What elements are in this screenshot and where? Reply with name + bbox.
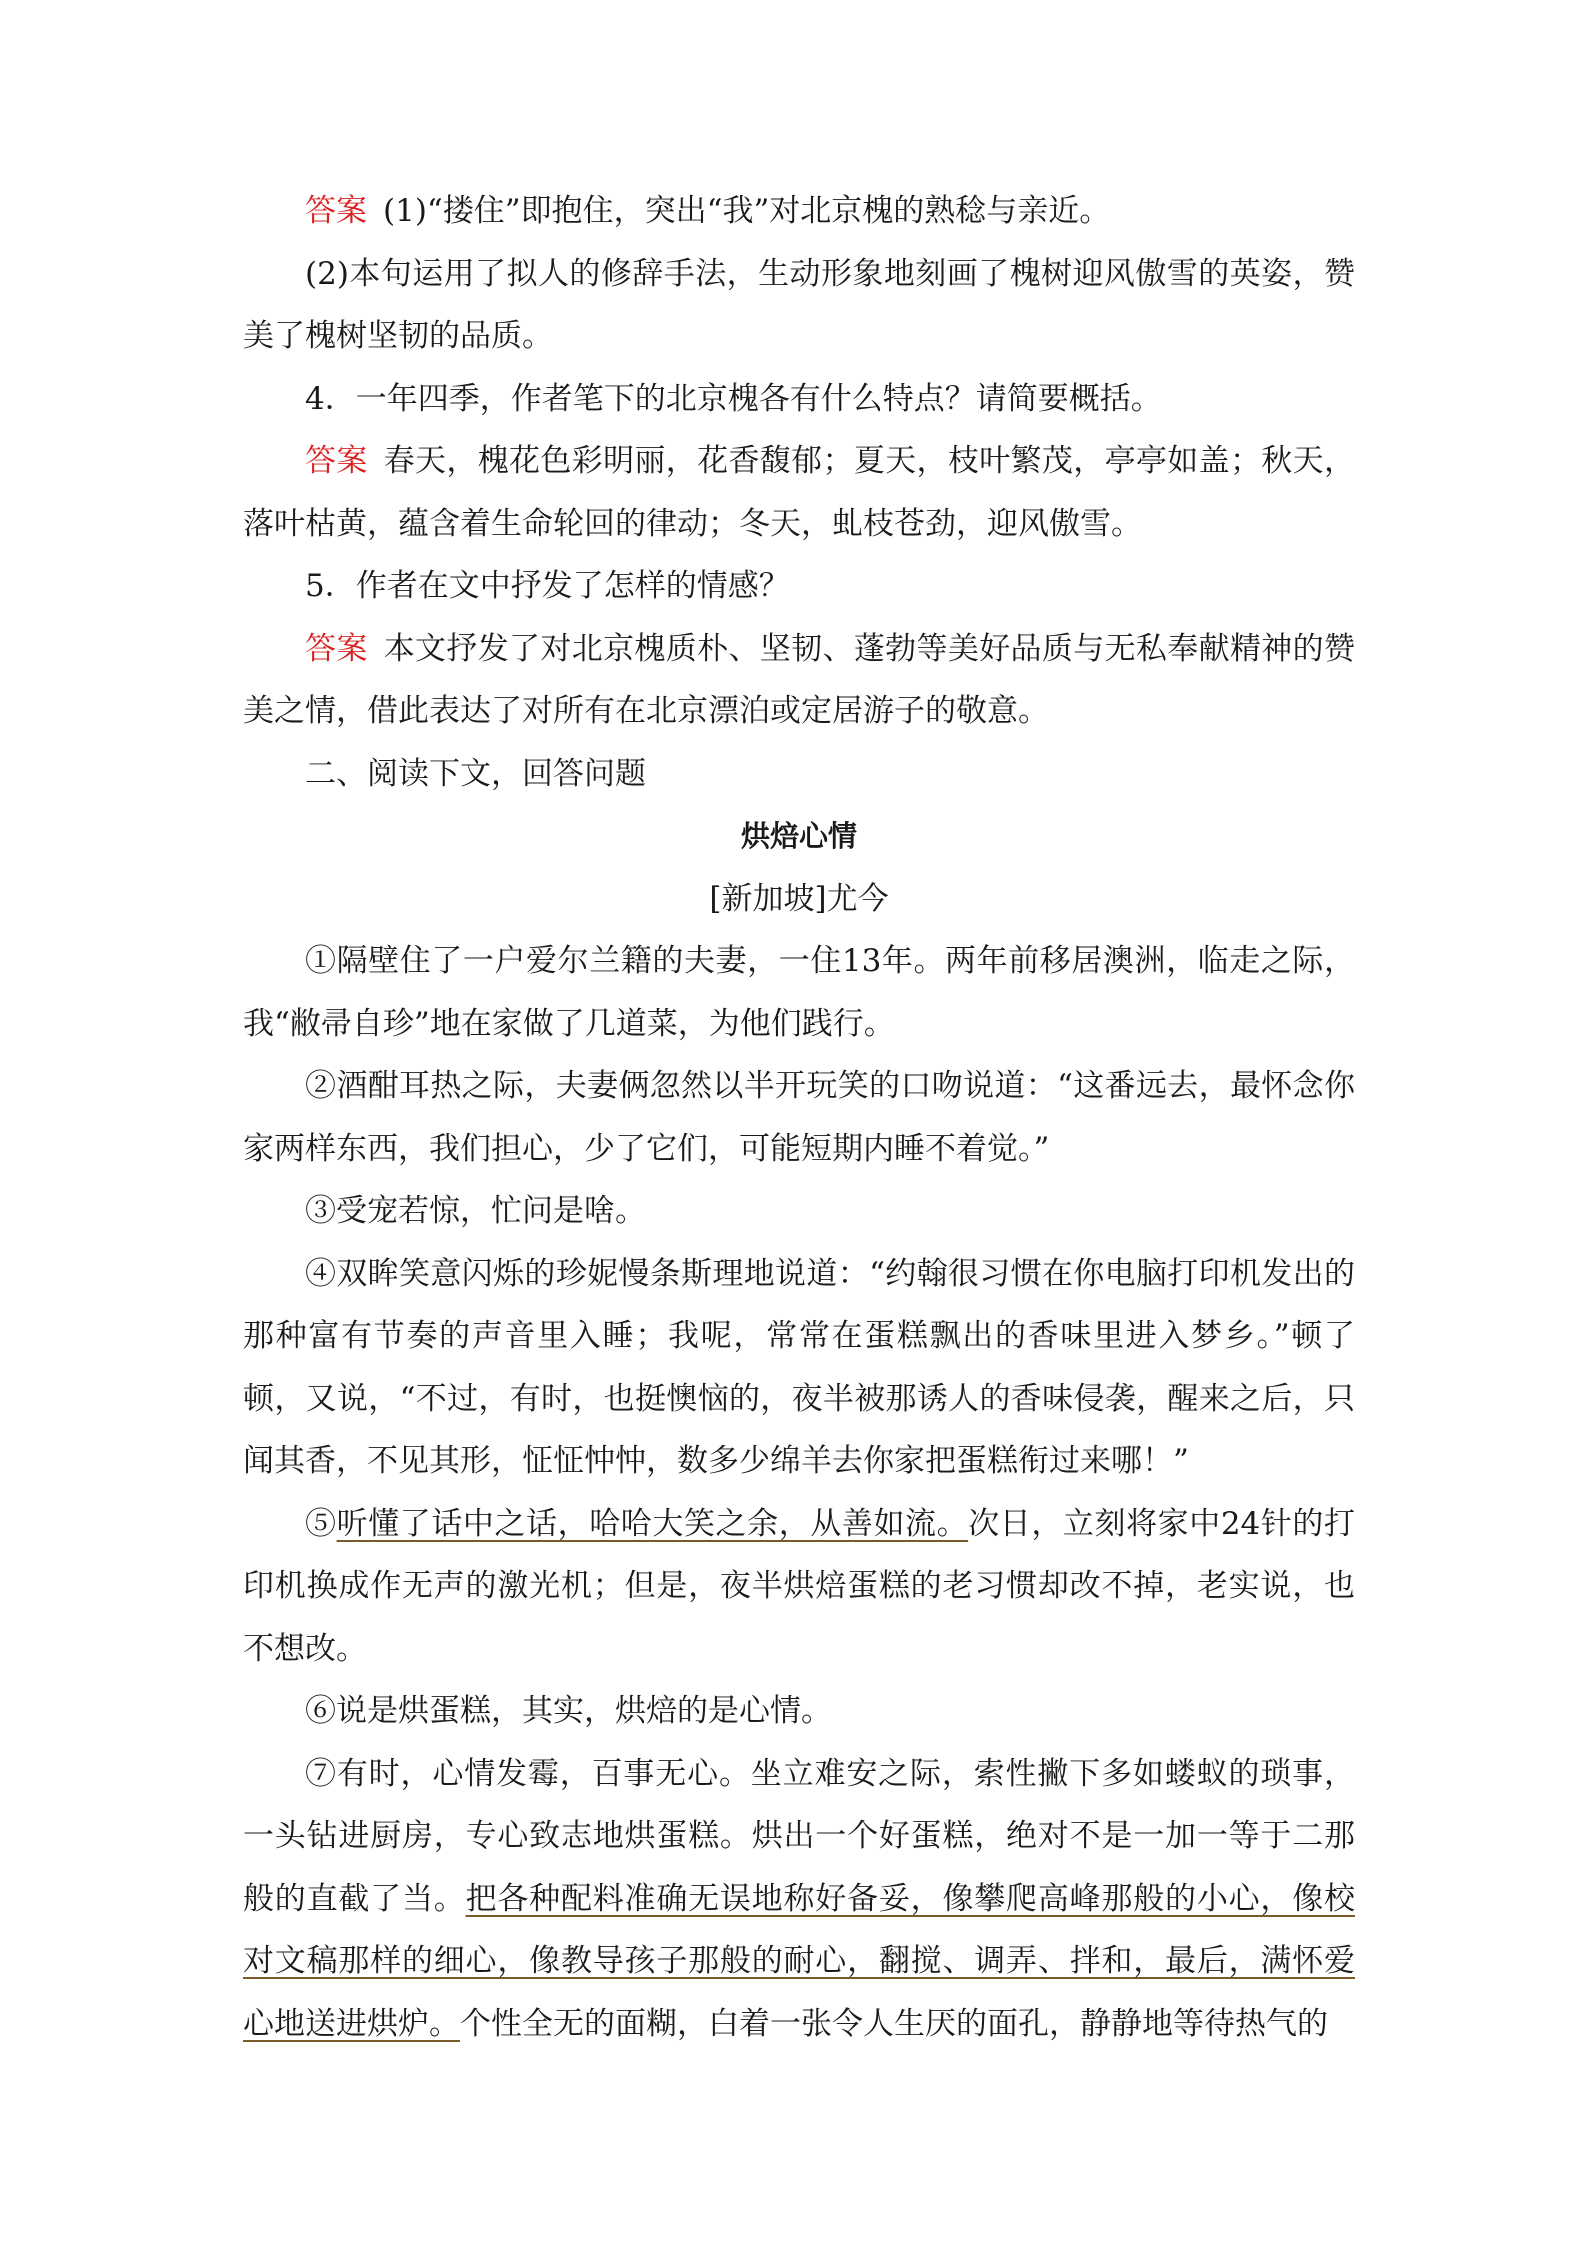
answer-label: 答案 [305,630,368,667]
answer-label: 答案 [305,193,367,229]
article-author: [新加坡]尤今 [709,880,889,917]
article-title: 烘焙心情 [740,819,857,853]
q4-answer: 答案 春天，槐花色彩明丽，花香馥郁；夏天，枝叶繁茂，亭亭如盖；秋天，落叶枯黄，蕴含着生命轮回的律动；冬天，虬枝苍劲，迎风傲雪。 [243,443,1355,542]
section-heading: 二、阅读下文，回答问题 [305,755,646,792]
paragraph-1: ①隔壁住了一户爱尔兰籍的夫妻，一住13年。两年前移居澳洲，临走之际，我“敝帚自珍”地在家做了几道菜，为他们践行。 [243,943,1355,1042]
paragraph-4: ④双眸笑意闪烁的珍妮慢条斯理地说道：“约翰很习惯在你电脑打印机发出的那种富有节奏的声音里入睡；我呢，常常在蛋糕飘出的香味里进入梦乡。”顿了顿，又说，“不过，有时，也挺懊恼的，夜半被那诱人的香味侵袭，醒来之后，只闻其香，不见其形，怔怔忡忡，数多少绵羊去你家把蛋糕衔过来哪！” [243,1255,1355,1479]
paragraph-7: ⑦有时，心情发霉，百事无心。坐立难安之际，索性撇下多如蝼蚁的琐事，一头钻进厨房，专心致志地烘蛋糕。烘出一个好蛋糕，绝对不是一加一等于二那般的直截了当。把各种配料准确无误地称好备妥，像攀爬高峰那般的小心，像校对文稿那样的细心，像教导孩子那般的耐心，翻搅、调弄、拌和，最后，满怀爱心地送进烘炉。个性全无的面糊，白着一张令人生厌的面孔，静静地等待热气的 [243,1755,1356,2042]
paragraph-2: ②酒酣耳热之际，夫妻俩忽然以半开玩笑的口吻说道：“这番远去，最怀念你家两样东西，我们担心，少了它们，可能短期内睡不着觉。” [243,1068,1355,1167]
q5-answer: 答案 本文抒发了对北京槐质朴、坚韧、蓬勃等美好品质与无私奉献精神的赞美之情，借此表达了对所有在北京漂泊或定居游子的敬意。 [243,630,1355,729]
question-5: 5．作者在文中抒发了怎样的情感？ [305,568,790,604]
paragraph-3: ③受宠若惊，忙问是啥。 [305,1193,646,1229]
answer-label: 答案 [305,443,368,479]
question-4: 4．一年四季，作者笔下的北京槐各有什么特点？请简要概括。 [305,380,1162,417]
paragraph-6: ⑥说是烘蛋糕，其实，烘焙的是心情。 [305,1693,832,1729]
underlined-sentence: 把各种配料准确无误地称好备妥，像攀爬高峰那般的小心，像校对文稿那样的细心，像教导孩子那般的耐心，翻搅、调弄、拌和，最后，满怀爱心地送进烘炉。 [243,1880,1356,2042]
paragraph-5: ⑤听懂了话中之话，哈哈大笑之余，从善如流。次日，立刻将家中24针的打印机换成作无声的激光机；但是，夜半烘焙蛋糕的老习惯却改不掉，老实说，也不想改。 [243,1505,1356,1667]
underlined-sentence: 听懂了话中之话，哈哈大笑之余，从善如流。 [336,1505,969,1542]
q3-answer-part1: 答案 (1)“搂住”即抱住，突出“我”对北京槐的熟稔与亲近。 [305,193,1111,229]
q3-answer-part2: (2)本句运用了拟人的修辞手法，生动形象地刻画了槐树迎风傲雪的英姿，赞美了槐树坚韧的品质。 [243,255,1355,354]
document-body [243,180,1355,2055]
